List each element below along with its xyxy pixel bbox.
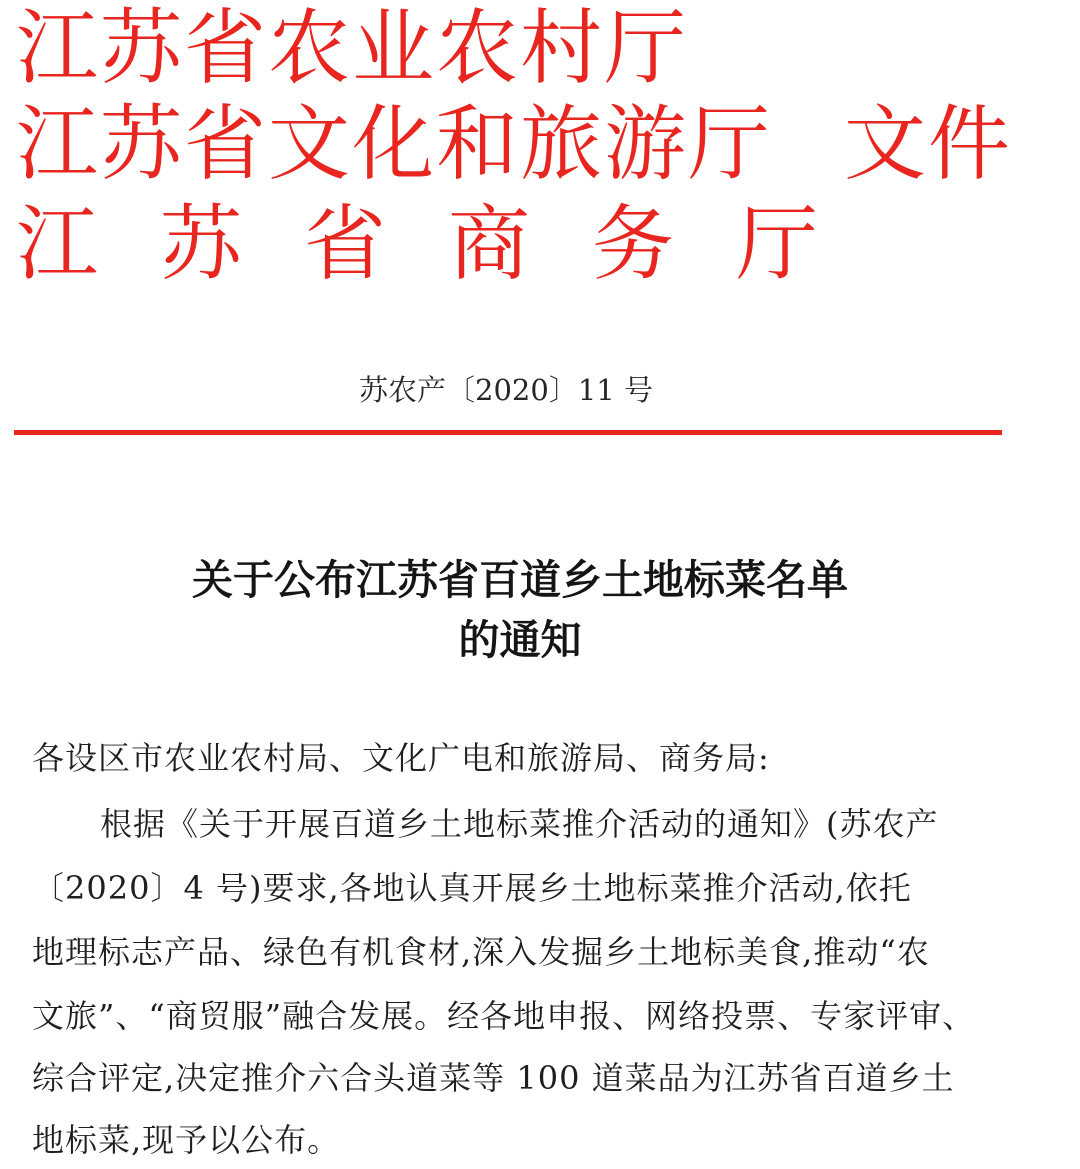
- document-number: 苏农产〔2020〕11 号: [359, 373, 653, 407]
- issuer-line-culture-tourism: [16, 97, 1013, 192]
- body-line: 综合评定,决定推介六合头道菜等 100 道菜品为江苏省百道乡土: [32, 1059, 955, 1097]
- issuer-line-agriculture: [16, 1, 689, 96]
- red-divider-line: [14, 430, 1002, 435]
- body-line: 根据《关于开展百道乡土地标菜推介活动的通知》(苏农产: [100, 805, 939, 843]
- issuer-commerce-text: 江苏省商务厅: [16, 197, 881, 292]
- body-line: 〔2020〕4 号)要求,各地认真开展乡土地标菜推介活动,依托: [32, 869, 912, 907]
- salutation: 各设区市农业农村局、文化广电和旅游局、商务局:: [32, 739, 770, 777]
- body-line: 地理标志产品、绿色有机食材,深入发掘乡土地标美食,推动“农: [32, 933, 930, 971]
- notice-title-line-2: 的通知: [458, 616, 582, 664]
- issuer-line-commerce: [16, 197, 881, 292]
- body-line: 地标菜,现予以公布。: [32, 1121, 341, 1159]
- issuer-culture-tourism-text: 江苏省文化和旅游厅: [16, 97, 773, 192]
- body-line: 文旅”、“商贸服”融合发展。经各地申报、网络投票、专家评审、: [32, 997, 976, 1035]
- document-word: 文件: [844, 97, 1013, 192]
- notice-title-line-1: 关于公布江苏省百道乡土地标菜名单: [192, 556, 848, 604]
- issuer-agriculture-text: 江苏省农业农村厅: [16, 1, 689, 96]
